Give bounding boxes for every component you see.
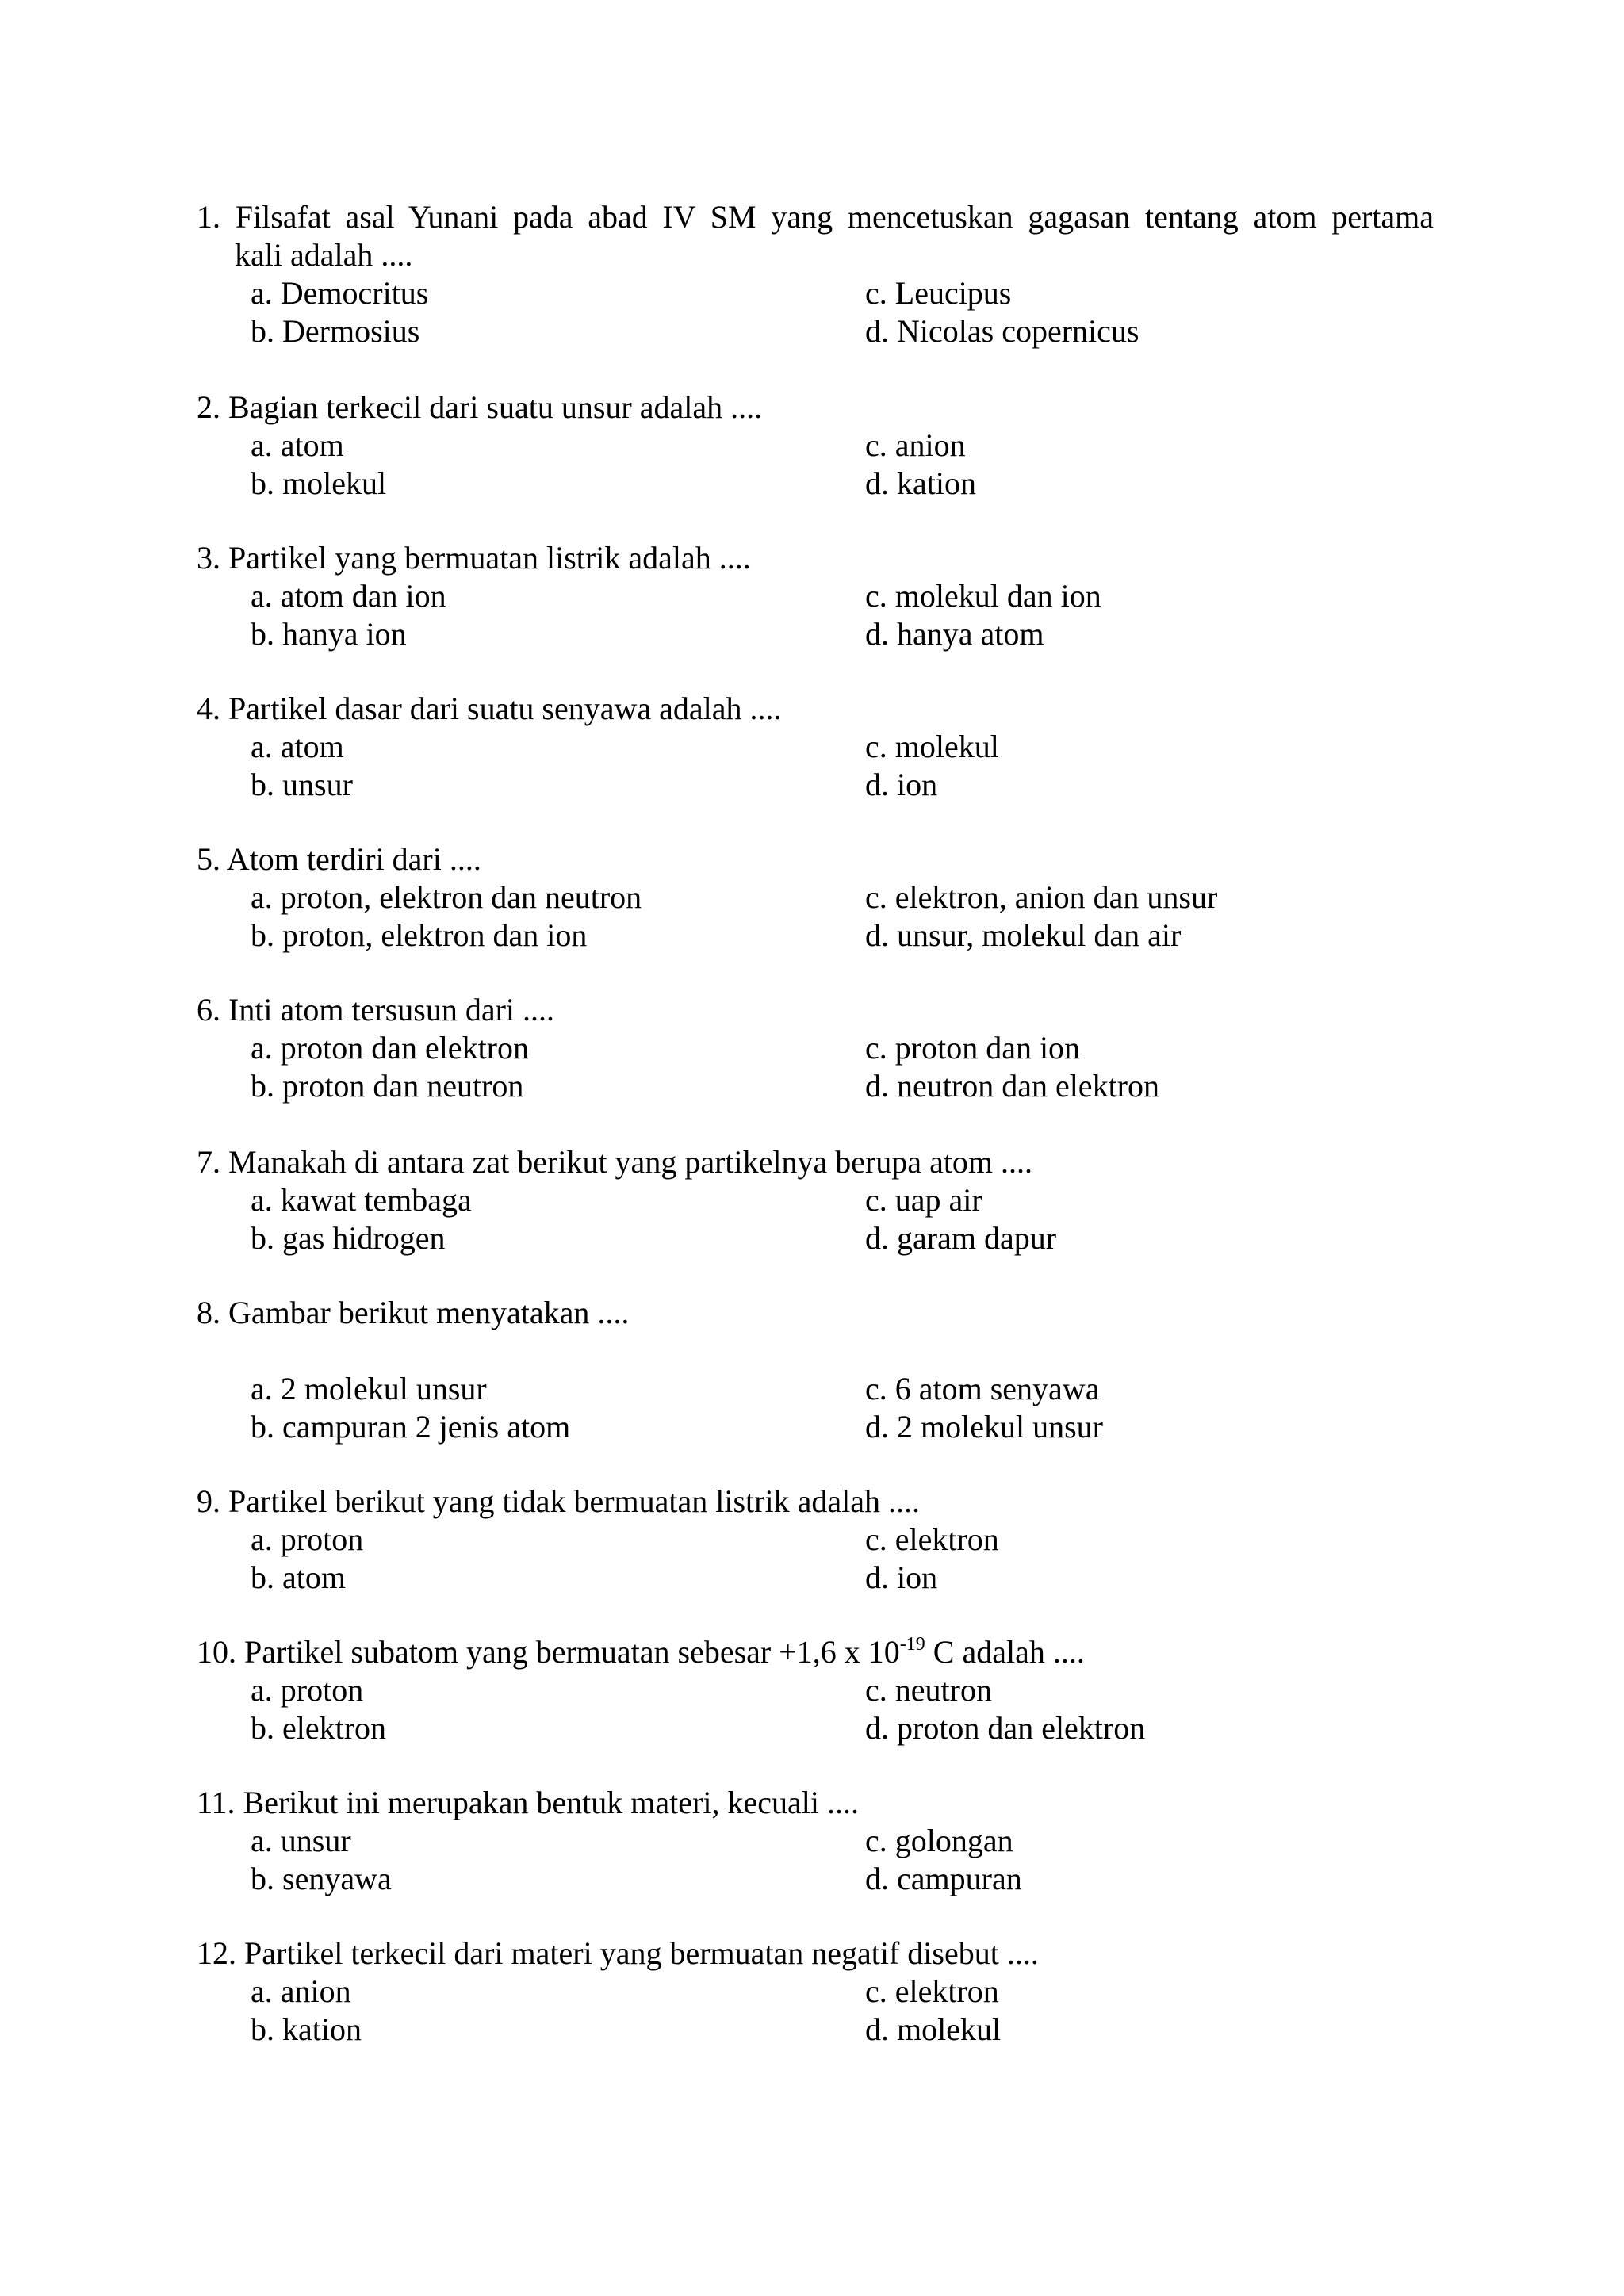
option-c: c. molekul	[865, 729, 999, 764]
question-text-main: 10. Partikel subatom yang bermuatan sebesar +1,6 x 10	[197, 1634, 900, 1670]
question-11	[197, 1784, 1434, 1898]
option-d: d. hanya atom	[865, 616, 1044, 652]
option-b: b. atom	[251, 1559, 346, 1595]
question-5	[197, 840, 1434, 955]
option-d: d. ion	[865, 1559, 938, 1595]
option-a: a. anion	[251, 1973, 351, 2009]
option-b: b. unsur	[251, 767, 353, 802]
option-c: c. elektron	[865, 1973, 999, 2009]
option-b: b. proton, elektron dan ion	[251, 917, 588, 953]
option-c: c. 6 atom senyawa	[865, 1371, 1100, 1406]
option-d: d. 2 molekul unsur	[865, 1409, 1103, 1445]
option-b: b. gas hidrogen	[251, 1220, 446, 1256]
option-d: d. molekul	[865, 2011, 1002, 2047]
option-b: b. elektron	[251, 1710, 387, 1746]
option-a: a. atom	[251, 729, 344, 764]
question-7	[197, 1143, 1434, 1257]
option-c: c. elektron, anion dan unsur	[865, 879, 1218, 915]
option-b: b. campuran 2 jenis atom	[251, 1409, 571, 1445]
question-text: 3. Partikel yang bermuatan listrik adalah ....	[197, 540, 751, 576]
question-9	[197, 1483, 1434, 1597]
option-d: d. kation	[865, 465, 976, 501]
option-a: a. 2 molekul unsur	[251, 1371, 487, 1406]
option-d: d. Nicolas copernicus	[865, 313, 1139, 349]
exponent: -19	[899, 1634, 925, 1655]
option-c: c. golongan	[865, 1823, 1013, 1858]
question-text-end: C adalah ....	[925, 1634, 1085, 1670]
question-text: 5. Atom terdiri dari ....	[197, 841, 481, 877]
option-c: c. elektron	[865, 1521, 999, 1557]
option-b: b. molekul	[251, 465, 387, 501]
option-b: b. Dermosius	[251, 313, 420, 349]
question-4	[197, 690, 1434, 804]
option-b: b. proton dan neutron	[251, 1068, 524, 1104]
option-a: a. kawat tembaga	[251, 1182, 472, 1218]
question-text: 7. Manakah di antara zat berikut yang partikelnya berupa atom ....	[197, 1144, 1033, 1180]
option-d: d. unsur, molekul dan air	[865, 917, 1182, 953]
option-d: d. neutron dan elektron	[865, 1068, 1159, 1104]
option-a: a. atom	[251, 427, 344, 463]
question-10	[197, 1633, 1434, 1747]
option-a: a. proton	[251, 1521, 364, 1557]
option-d: d. ion	[865, 767, 938, 802]
question-8	[197, 1294, 1434, 1446]
option-d: d. garam dapur	[865, 1220, 1057, 1256]
option-a: a. Democritus	[251, 275, 429, 311]
option-d: d. campuran	[865, 1861, 1022, 1896]
option-a: a. proton, elektron dan neutron	[251, 879, 642, 915]
question-text	[197, 1633, 1434, 1671]
option-a: a. proton	[251, 1672, 364, 1708]
option-a: a. proton dan elektron	[251, 1030, 529, 1066]
option-c: c. neutron	[865, 1672, 992, 1708]
option-d: d. proton dan elektron	[865, 1710, 1146, 1746]
option-c: c. molekul dan ion	[865, 578, 1101, 614]
option-c: c. anion	[865, 427, 966, 463]
question-text-continued: kali adalah ....	[235, 237, 413, 273]
question-6	[197, 991, 1434, 1105]
question-text: 4. Partikel dasar dari suatu senyawa adalah ....	[197, 691, 782, 726]
option-b: b. senyawa	[251, 1861, 392, 1896]
question-text: 6. Inti atom tersusun dari ....	[197, 992, 555, 1027]
option-b: b. kation	[251, 2011, 362, 2047]
question-2	[197, 388, 1434, 503]
question-text: 1. Filsafat asal Yunani pada abad IV SM yang mencetuskan gagasan tentang atom pertama	[197, 199, 1434, 235]
question-3	[197, 539, 1434, 653]
question-1	[197, 198, 1434, 350]
question-text: 12. Partikel terkecil dari materi yang bermuatan negatif disebut ....	[197, 1935, 1039, 1971]
option-c: c. proton dan ion	[865, 1030, 1081, 1066]
option-b: b. hanya ion	[251, 616, 407, 652]
option-a: a. atom dan ion	[251, 578, 446, 614]
question-text: 8. Gambar berikut menyatakan ....	[197, 1295, 630, 1330]
option-c: c. Leucipus	[865, 275, 1012, 311]
question-12	[197, 1934, 1434, 2049]
question-text: 2. Bagian terkecil dari suatu unsur adalah ....	[197, 389, 763, 425]
option-a: a. unsur	[251, 1823, 351, 1858]
question-text: 11. Berikut ini merupakan bentuk materi, kecuali ....	[197, 1785, 859, 1820]
option-c: c. uap air	[865, 1182, 982, 1218]
question-text: 9. Partikel berikut yang tidak bermuatan listrik adalah ....	[197, 1483, 920, 1519]
